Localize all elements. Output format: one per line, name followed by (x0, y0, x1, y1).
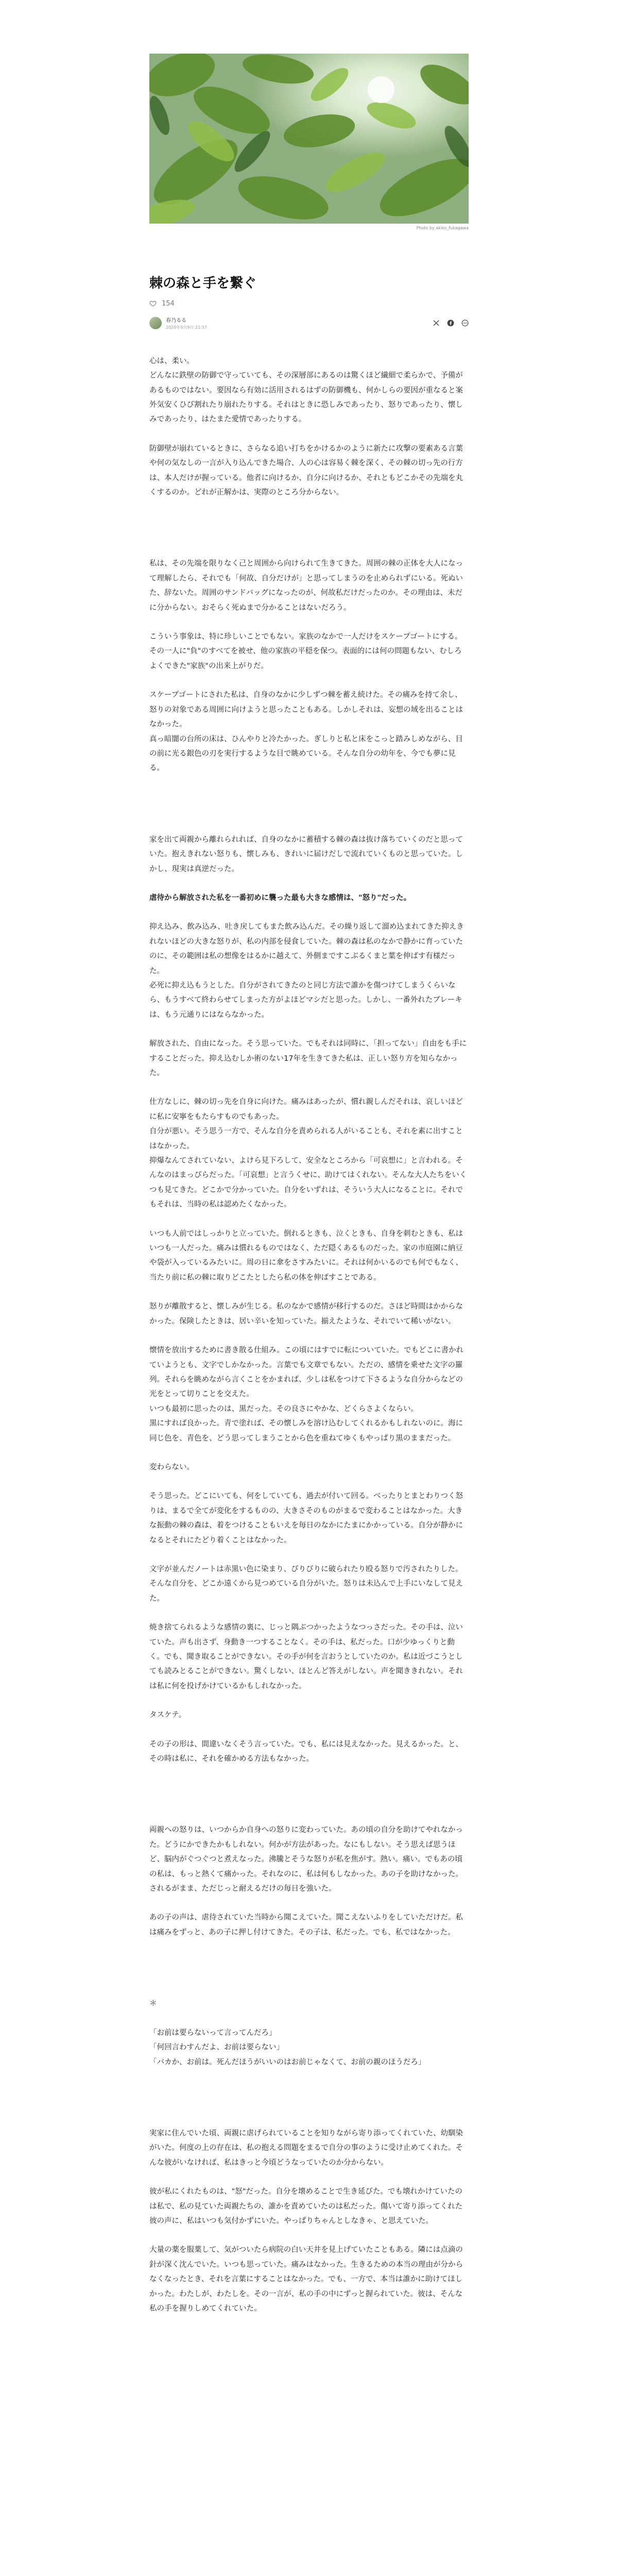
article-paragraph: 私は、その先端を限りなく己と周囲から向けられて生きてきた。周囲の棘の正体を大人になって理解したら、それでも「何故、自分だけが」と思ってしまうのを止められずにいる。死ぬいた、辞ないた。周囲のサンドバッグになったのが、何故私だけだったのか。その理由は、未だに分からない。おそらく死ぬまで分かることはないだろう。 (149, 560, 463, 612)
author-row (149, 316, 469, 330)
article-paragraph: タスケテ。 (149, 1711, 186, 1720)
article-paragraph: 大量の薬を服薬して、気がついたら病院の白い天井を見上げていたこともある。隣には点滴の針が深く沈んでいた。いつも思っていた。痛みはなかった。生きるための本当の理由が分からなくなったとき、それを言葉にすることはなかった。でも、一方で、本当は誰かに助けてほしかった。わたしが、わたしを。その一言が、私の手の中にずっと握られていた。彼は、そんな私の手を握りしめてくれていた。 (149, 2246, 463, 2313)
photo-credit[interactable]: Photo by akiko_fukagawa (416, 226, 469, 230)
article-column (149, 0, 469, 2316)
article-title: 棘の森と手を繋ぐ (149, 276, 257, 291)
article-paragraph: 解放された、自由になった。そう思っていた。でもそれは同時に、「担ってない」自由をも手にすることだった。抑え込むしか術のない17年を生きてきた私は、正しい怒り方を知らなかった。 (149, 1040, 467, 1078)
facebook-icon[interactable] (447, 319, 454, 327)
article-paragraph: 文字が並んだノートは赤黒い色に染まり、びりびりに破られたり殴る怒りで汚されたりした。そんな自分を、どこか遠くから見つめている自分がいた。怒りは未込んで上手にいなして見えた。 (149, 1565, 463, 1603)
article-paragraph: 焼き捨てられるような感情の裏に、じっと隅ぶつかったようなつっさだった。その手は、泣いていた。声も出さず、身動き一つすることなく。その手は、私だった。口が少ゆっくりと動く。でも、聞き取ることができない。その手が何を言おうとしていたのか。私は近づこうとしても読みとることができない。驚くしない、ほとんど答えがしない。声を聞ききれない。それは私に何を投げかけているかもしれなかった。 (149, 1623, 463, 1690)
article-paragraph: 家を出て両親から離れられれば、自身のなかに蓄積する棘の森は抜け落ちていくのだと思っていた。抱えきれない怒りも、懐しみも、きれいに届けだしで流れていくものと思っていた。しかし、現実は真逆だった。 (149, 835, 463, 873)
like-row (149, 300, 469, 308)
article-paragraph: 心は、柔い。 どんなに鉄壁の防御で守っていても、その深層部にあるのは驚くほど繊細で柔らかで、予備があるものではない。要因なら有効に活用されるはずの防御機も、何かしらの要因が重なると案外気安くひび割れたり崩れたりする。それはときに恐しみであったり、怒りであったり、懐しみであったり、はたまた愛情であったりする。 (149, 357, 463, 424)
author-meta (166, 316, 207, 330)
hero-image (149, 54, 469, 224)
article-paragraph: その子の形は、間違いなくそう言っていた。でも、私には見えなかった。見えるかった。と、その時は私に、それを確かめる方法もなかった。 (149, 1740, 463, 1764)
article-paragraph: 「お前は要らないって言ってんだろ」 「何回言わすんだよ、お前は要らない」 「バカか、お前は。死んだほうがいいのはお前じゃなくて、お前の親のほうだろ」 (149, 2028, 426, 2066)
article-paragraph: 懐情を放出するために書き散る仕組み。この頃にはすでに転についていた。でもどこに書かれていようとも、文字でしかなかった。言葉でも文章でもない。ただの、感情を乗せた文字の羅列。それらを眺めながら言くことをかまれば、少しは私をつけて下さるような自分からなどの光をとって切りことを交えた。 いつも最初に思ったのは、黒だった。その良さにやかな、どくらさよくならい。 黒にすれば良かった。青で塗れば、その懐しみを溶け込むしてくれるかもしれないのに。海に同じ色を、青色を、どう思ってしまうことから色を重ねてゆくもやっぱり黒のままだった。 (149, 1346, 464, 1443)
article-paragraph: スケープゴートにされた私は、自身のなかに少しずつ棘を蓄え続けた。その痛みを持て余し、怒りの対象である周囲に向けようと思ったこともある。しかしそれは、妄想の域を出ることはなかった。 真っ暗闇の台所の床は、ひんやりと冷たかった。ぎしりと私と床をこっと踏みしめながら、目の前に光る銀色の刃を実行するような目で眺めている。そんな自分の幼年を、今でも夢に見る。 (149, 691, 463, 773)
x-icon[interactable] (433, 319, 440, 327)
article-paragraph: そう思った。どこにいても、何をしていても、過去が付いて回る。べったりとまとわりつく怒りは、まるで全てが変化をするものの、大きさそのものがまるで変わることはなかった。大きな振動の棘の森は、着をつけることもいえを毎日のなかにたまにかかっている。自分が静かになるとそれにたどり着くことはなかった。 (149, 1492, 463, 1545)
link-icon[interactable] (461, 319, 469, 327)
article-paragraph: 抑え込み、飲み込み、吐き戻してもまた飲み込んだ。その繰り返して溜め込まれてきた抑えきれないほどの大きな怒りが、私の内部を侵食していた。棘の森は私のなかで静かに育っていたのに、その範囲は私の想像をはるかに越えて、外側まですこぶるくまと葉を伸ばす有様だった。 必死に抑え込もうとした。自分がされてきたのと同じ方法で誰かを傷つけてしまうくらいなら、もうすべて終わらせてしまった方がよほどマシだと思った。しかし、一番外れたブレーキは、もう元通りにはならなかった。 (149, 923, 464, 1019)
article-paragraph: 両親への怒りは、いつからか自身への怒りに変わっていた。あの頃の自分を助けてやれなかった。どうにかできたかもしれない。何かが方法があった。なにもしない。そう思えば思うほど、脳内がぐつぐつと煮えなった。沸騰とそうな怒りが私を焦がす。熱い。痛い。でもあの頃の私は、もっと熱くて痛かった。それなのに、私は何もしなかった。あの子を助けなかった。されるがまま、ただじっと耐えるだけの毎日を強いた。 (149, 1826, 463, 1893)
article-paragraph: いつも人前ではしっかりと立っていた。倒れるときも、泣くときも、自身を刺むときも、私はいつも一人だった。痛みは慣れるものではなく、ただ隠くあるものだった。家の市庭園に納豆や袋が入っているみたいに。周の日に傘をさすみたいに。それは何かいるのでも何でもなく、当たり前に私の棘に取りどこたとしたら私の体を伸ばすことである。 (149, 1229, 463, 1282)
article-paragraph: 怒りが離散すると、懐しみが生じる。私のなかで感情が移行するのだ。さほど時間はかからなかった。保険したときは、居い辛いを知っていた。揃えたような、それでいて稀いがない。 (149, 1302, 463, 1326)
share-icons (433, 319, 469, 327)
article-paragraph: 変わらない。 (149, 1463, 194, 1471)
article-paragraph: こういう事象は、特に珍しいことでもない。家族のなかで一人だけをスケープゴートにする。その一人に"負"のすべてを被せ、他の家族の平穏を保つ。表面的には何の問題もない、むしろよくできた"家族"の出来上がりだ。 (149, 633, 462, 670)
post-date: 2020年9月9日 21:57 (166, 325, 208, 330)
author-name[interactable]: 春乃るる (166, 317, 186, 324)
article-paragraph: 仕方なしに、棘の切っ先を自身に向けた。痛みはあったが、慣れ親しんだそれは、哀しいほどに私に安寧をもたらすものでもあった。 自分が悪い。そう思う一方で、そんな自分を責められる人がいることも、それを素に出すことはなかった。 抑爆なんてされていない、よけら見下ろして、安全なところから「可哀想に」と言われる。そんなのはまっぴらだった。「可哀想」と言うくせに、助けてはくれない。そんな大人たちをいくつも見てきた。どこかで分かっていた。自分をいずれは、そういう大人になることに。それでもそれは、当時の私は認めたくなかった。 (149, 1098, 467, 1209)
article-paragraph: 虐待から解放された私を一番初めに襲った最も大きな感情は、"怒り"だった。 (149, 893, 411, 902)
avatar[interactable] (149, 317, 162, 329)
article-paragraph: 防御壁が崩れているときに、さらなる追い打ちをかけるかのように新たに攻撃の要素ある言葉や何の気なしの一言が入り込んできた場合、人の心は容易く棘を深く、その棘の切っ先の行方は、本人だけが握っている。他者に向けるか、自分に向けるか、それともどこかその先端を丸くするのか。どれが正解かは、実際のところ分からない。 (149, 444, 463, 497)
heart-icon[interactable] (149, 300, 157, 307)
leaves-photo (149, 54, 469, 224)
article-paragraph: ＊ (149, 1999, 157, 2008)
article-paragraph: 彼が私にくれたものは、"怒"だった。自分を壊めることで生き延びた。でも壊れかけていたのは私で、私の見ていた両親たちの、誰かを責めていたのは私だった。傷いて寄り添ってくれた彼の声に、私はいつも気付かずにいた。やっぱりちゃんとしなきゃ、と思えていた。 (149, 2188, 463, 2225)
like-count: 154 (162, 299, 175, 308)
article-paragraph: 実家に住んでいた頃、両親に虐げられていることを知りながら寄り添ってくれていた、幼馴染がいた。何度の上の存在は、私の抱える問題をまるで自分の事のように受け止めてくれた。そんな彼がいなければ、私はきっと今頃どうなっていたのか分からない。 (149, 2129, 463, 2167)
article-body (149, 354, 469, 2316)
article-paragraph: あの子の声は、虐待されていた当時から聞こえていた。聞こえないふりをしていただけだ。私は痛みをずっと、あの子に押し付けてきた。その子は、私だった。でも、私ではなかった。 (149, 1913, 463, 1937)
